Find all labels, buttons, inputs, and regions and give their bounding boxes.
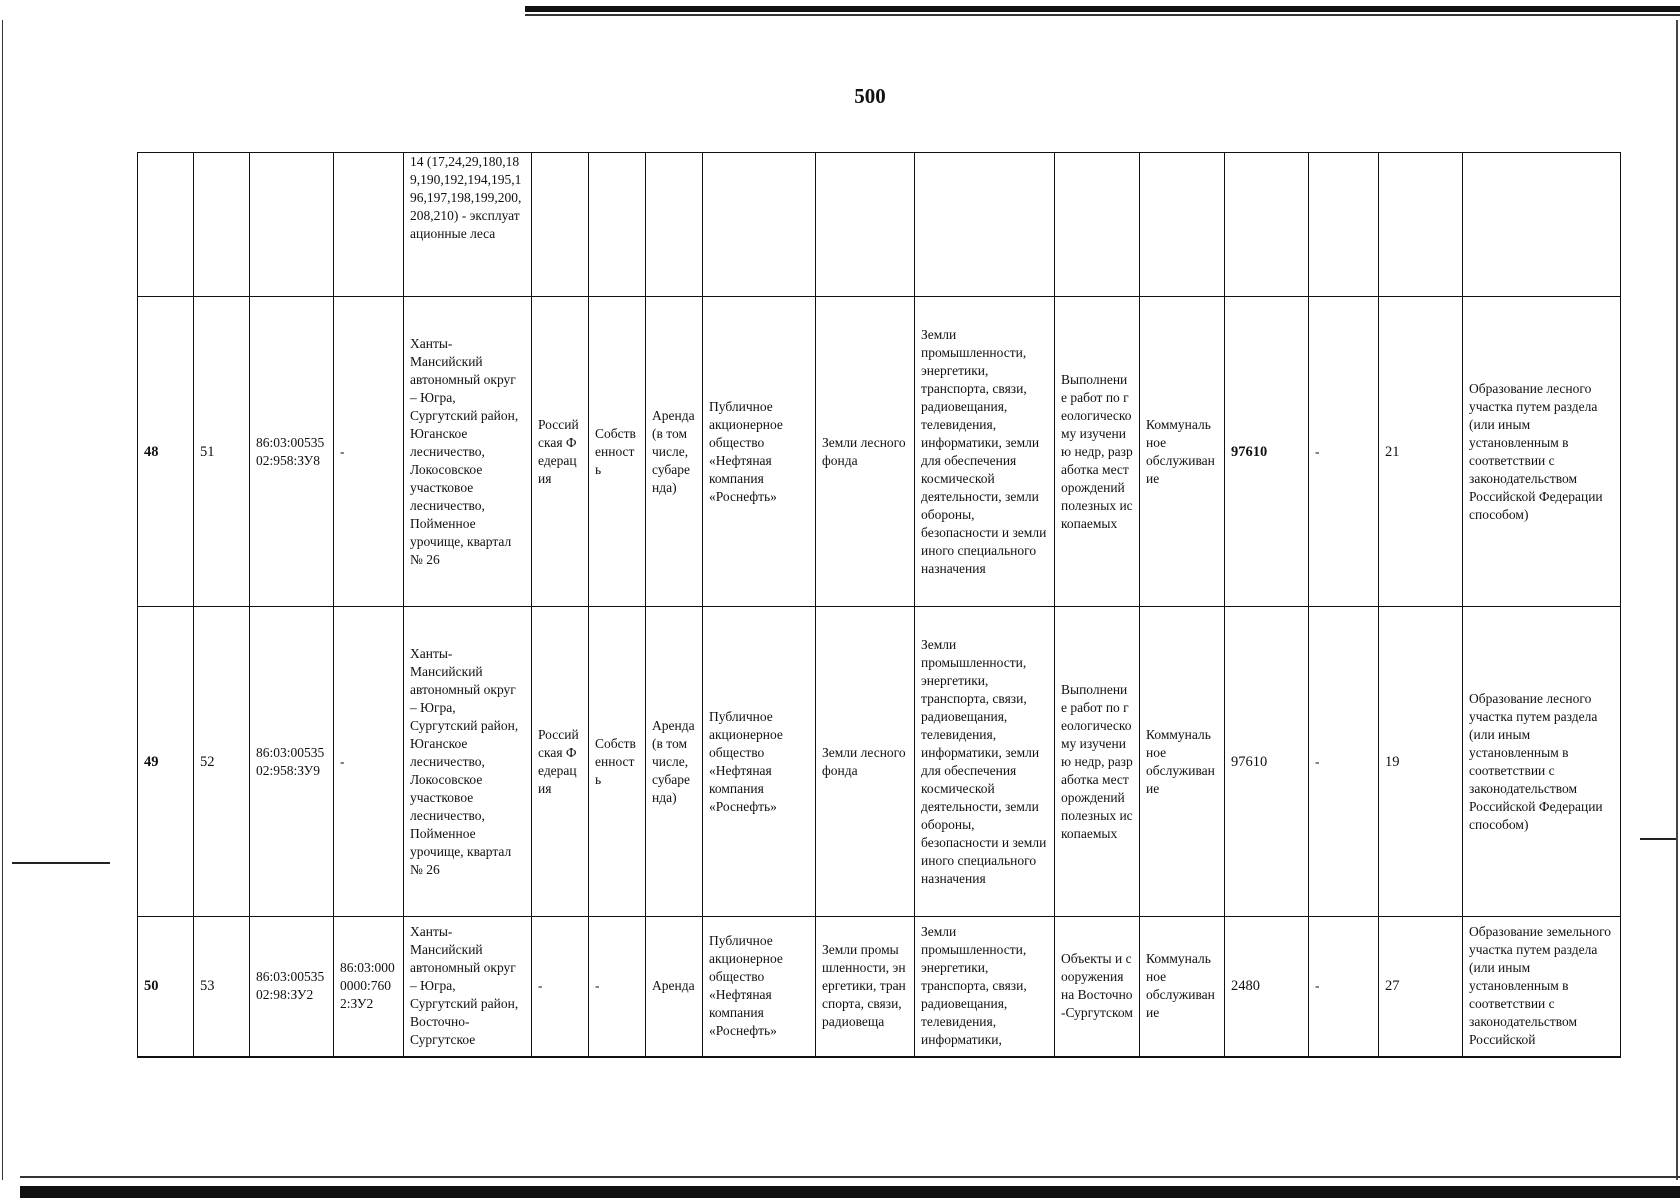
column-14-cell: - [1309, 297, 1379, 607]
area-cell: 97610 [1225, 607, 1309, 917]
scan-edge-right [1676, 20, 1678, 1180]
column-15-cell: 27 [1379, 917, 1463, 1057]
use-purpose-cell: Объекты и сооружения на Восточно-Сургутском [1055, 917, 1140, 1057]
location-continuation-text: 14 (17,24,29,180,189,190,192,194,195,196,197,198,199,200,208,210) - эксплуатационные леса [410, 154, 522, 241]
row-number-cell: 49 [138, 607, 194, 917]
column-14-cell: - [1309, 607, 1379, 917]
land-plots-table [137, 152, 1621, 1058]
column-15-cell: 21 [1379, 297, 1463, 607]
use-purpose-cell: Выполнение работ по геологическому изучению недр, разработка месторождений полезных ископаемых [1055, 297, 1140, 607]
cadastral-number-old-cell: - [334, 297, 404, 607]
encumbrance-cell: Аренда [646, 917, 703, 1057]
formation-method-cell: Образование лесного участка путем раздела (или иным установленным в соответствии с законодательством Российской Федерации способом) [1463, 297, 1621, 607]
right-holder-cell: Публичное акционерное общество «Нефтяная компания «Роснефть» [703, 607, 816, 917]
owner-cell: - [532, 917, 589, 1057]
scan-edge-left [2, 20, 3, 1180]
scan-border-bottom [20, 1186, 1680, 1198]
table-row [138, 917, 1621, 1057]
right-type-cell: - [589, 917, 646, 1057]
category-new-cell: Земли промышленности, энергетики, транспорта, связи, радиовещания, телевидения, информатики, земли для обеспечения космической деятельности, земли обороны, безопасности и земли иного специального назначения [915, 297, 1055, 607]
category-new-cell: Земли промышленности, энергетики, транспорта, связи, радиовещания, телевидения, информатики, земли для обеспечения космической деятельности, земли обороны, безопасности и земли иного специального назначения [915, 607, 1055, 917]
location-cell: Ханты-Мансийский автономный округ – Югра, Сургутский район, Восточно-Сургутское [404, 917, 532, 1057]
permitted-use-cell: Коммунальное обслуживание [1140, 297, 1225, 607]
right-type-cell: Собственность [589, 297, 646, 607]
category-existing-cell: Земли промышленности, энергетики, транспорта, связи, радиовеща [816, 917, 915, 1057]
column-14-cell: - [1309, 917, 1379, 1057]
cadastral-number-new-cell: 86:03:0053502:958:ЗУ9 [250, 607, 334, 917]
right-holder-cell: Публичное акционерное общество «Нефтяная компания «Роснефть» [703, 297, 816, 607]
formation-method-cell: Образование лесного участка путем раздела (или иным установленным в соответствии с законодательством Российской Федерации способом) [1463, 607, 1621, 917]
permitted-use-cell: Коммунальное обслуживание [1140, 607, 1225, 917]
column-15-cell: 19 [1379, 607, 1463, 917]
right-type-cell: Собственность [589, 607, 646, 917]
scan-mark-right [1640, 838, 1676, 840]
location-cell: Ханты-Мансийский автономный округ – Югра, Сургутский район, Юганское лесничество, Локосовское участковое лесничество, Пойменное урочище, квартал № 26 [404, 607, 532, 917]
item-number-cell: 51 [194, 297, 250, 607]
encumbrance-cell: Аренда (в том числе, субаренда) [646, 297, 703, 607]
cadastral-number-new-cell: 86:03:0053502:958:ЗУ8 [250, 297, 334, 607]
table-row-continuation [138, 153, 1621, 297]
category-new-cell: Земли промышленности, энергетики, транспорта, связи, радиовещания, телевидения, информатики, [915, 917, 1055, 1057]
scan-mark-left [12, 862, 110, 864]
location-cell: Ханты-Мансийский автономный округ – Югра, Сургутский район, Юганское лесничество, Локосовское участковое лесничество, Пойменное урочище, квартал № 26 [404, 297, 532, 607]
category-existing-cell: Земли лесного фонда [816, 297, 915, 607]
table-row [138, 297, 1621, 607]
encumbrance-cell: Аренда (в том числе, субаренда) [646, 607, 703, 917]
scan-border-top-line [525, 14, 1680, 16]
owner-cell: Российская Федерация [532, 607, 589, 917]
right-holder-cell: Публичное акционерное общество «Нефтяная компания «Роснефть» [703, 917, 816, 1057]
cadastral-number-old-cell: - [334, 607, 404, 917]
use-purpose-cell: Выполнение работ по геологическому изучению недр, разработка месторождений полезных ископаемых [1055, 607, 1140, 917]
area-cell: 2480 [1225, 917, 1309, 1057]
scan-border-bottom-line [20, 1176, 1680, 1178]
row-number-cell: 48 [138, 297, 194, 607]
item-number-cell: 53 [194, 917, 250, 1057]
page-number: 500 [854, 84, 886, 108]
cadastral-number-new-cell: 86:03:0053502:98:ЗУ2 [250, 917, 334, 1057]
cadastral-number-old-cell: 86:03:0000000:7602:ЗУ2 [334, 917, 404, 1057]
item-number-cell: 52 [194, 607, 250, 917]
owner-cell: Российская Федерация [532, 297, 589, 607]
category-existing-cell: Земли лесного фонда [816, 607, 915, 917]
scan-border-top [525, 6, 1680, 12]
location-continuation-cell [404, 153, 532, 297]
formation-method-cell: Образование земельного участка путем раздела (или иным установленным в соответствии с законодательством Российской [1463, 917, 1621, 1057]
area-cell: 97610 [1225, 297, 1309, 607]
permitted-use-cell: Коммунальное обслуживание [1140, 917, 1225, 1057]
row-number-cell: 50 [138, 917, 194, 1057]
table-row [138, 607, 1621, 917]
